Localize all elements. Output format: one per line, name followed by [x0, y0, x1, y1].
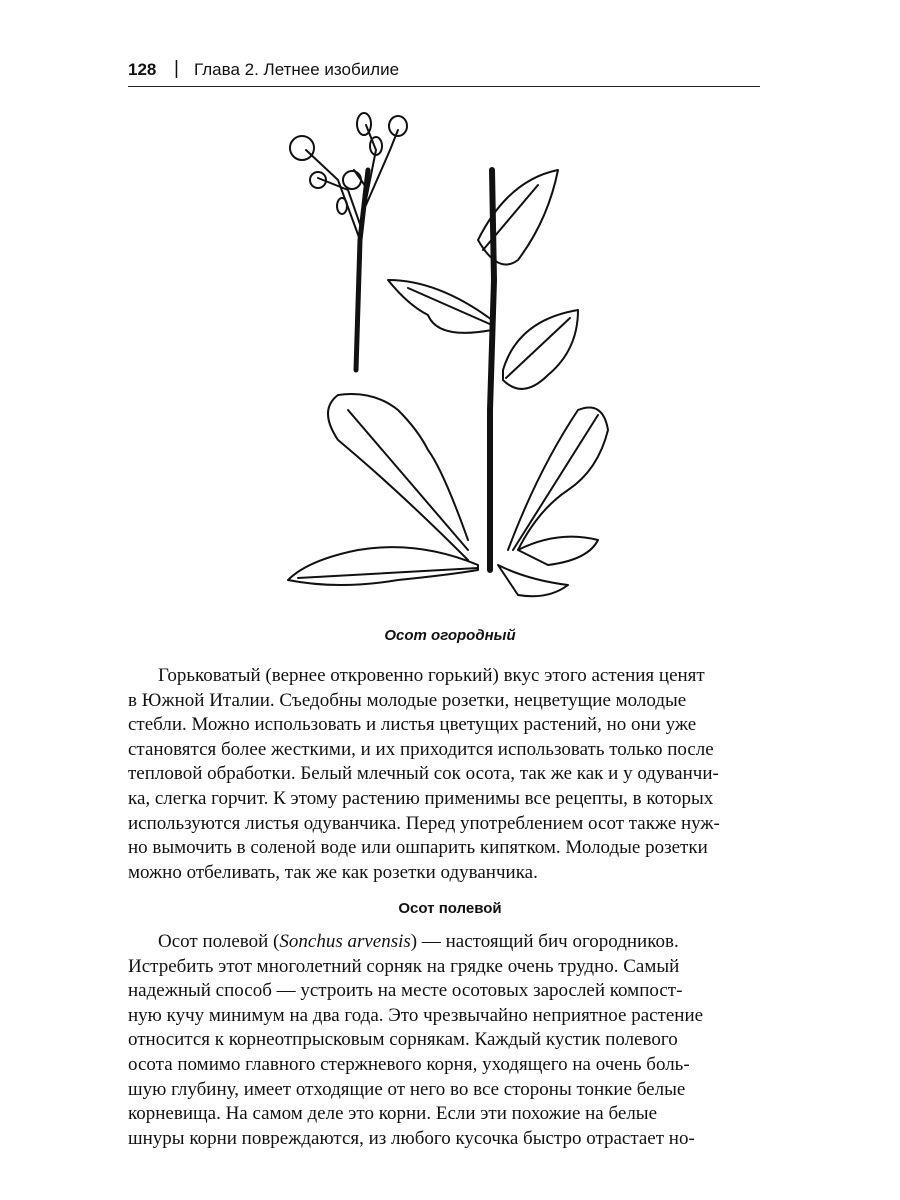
text-line: стебли. Можно использовать и листья цветущих растений, но они уже: [128, 714, 697, 736]
text-line: надежный способ — устроить на месте осотовых зарослей компост-: [128, 980, 683, 1002]
text-line: шую глубину, имеет отходящие от него во все стороны тонкие белые: [128, 1078, 686, 1100]
text-line: осота помимо главного стержневого корня, уходящего на очень боль-: [128, 1053, 690, 1075]
paragraph-2: [128, 930, 760, 1151]
text-segment: ) — настоящий бич огородников.: [410, 931, 679, 952]
running-header: [128, 58, 760, 87]
figure-caption: Осот огородный: [384, 627, 516, 644]
text-line: но вымочить в соленой воде или ошпарить кипятком. Молодые розетки: [128, 837, 708, 859]
paragraph-1: [128, 664, 760, 885]
chapter-title: Глава 2. Летнее изобилие: [194, 60, 400, 79]
text-line: используются листья одуванчика. Перед употреблением осот также нуж-: [128, 812, 720, 834]
text-line: Истребить этот многолетний сорняк на грядке очень трудно. Самый: [128, 955, 680, 977]
text-segment: Осот полевой (: [158, 931, 280, 952]
text-line: шнуры корни повреждаются, из любого кусочка быстро отрастает но-: [128, 1127, 695, 1149]
text-line: становятся более жесткими, и их приходится использовать только после: [128, 738, 714, 760]
text-line: можно отбеливать, так же как розетки одуванчика.: [128, 861, 538, 883]
page-number: 128: [128, 60, 157, 79]
text-line: [128, 930, 760, 955]
text-line: ка, слегка горчит. К этому растению применимы все рецепты, в которых: [128, 787, 714, 809]
text-line: ную кучу минимум на два года. Это чрезвычайно неприятное растение: [128, 1004, 704, 1026]
section-heading: Осот полевой: [398, 900, 502, 917]
header-separator: |: [174, 58, 179, 79]
text-line: относится к корнеотпрысковым сорнякам. Каждый кустик полевого: [128, 1029, 678, 1051]
text-line: Горьковатый (вернее откровенно горький) вкус этого астения ценят: [158, 665, 705, 686]
text-line: корневища. На самом деле это корни. Если эти похожие на белые: [128, 1103, 658, 1125]
text-line: в Южной Италии. Съедобны молодые розетки, нецветущие молодые: [128, 689, 687, 711]
sow-thistle-illustration-icon: [278, 110, 618, 610]
latin-name: Sonchus arvensis: [279, 931, 411, 952]
text-line: тепловой обработки. Белый млечный сок осота, так же как и у одуванчи-: [128, 763, 719, 785]
